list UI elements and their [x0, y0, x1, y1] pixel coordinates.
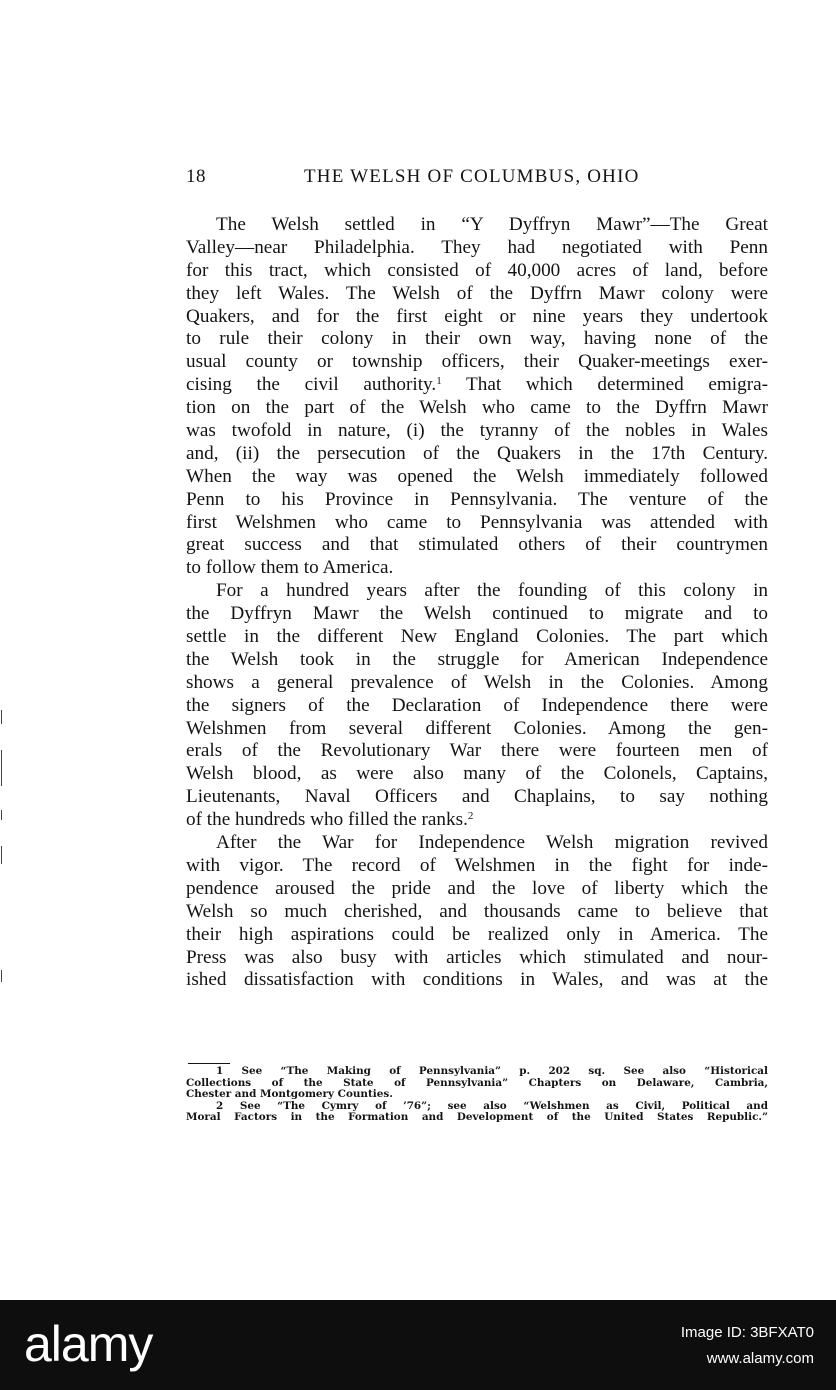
text-line: shows a general prevalence of Welsh in the Colonies. Among	[186, 671, 768, 693]
scan-mark	[1, 710, 2, 724]
text-line: Penn to his Province in Pennsylvania. The venture of the	[186, 488, 768, 510]
text-line: they left Wales. The Welsh of the Dyffrn Mawr colony were	[186, 282, 768, 304]
footnote-ref-1: 1	[436, 375, 442, 388]
text-line	[186, 809, 768, 832]
text-line: with vigor. The record of Welshmen in the fight for inde-	[186, 854, 768, 876]
text-line: Press was also busy with articles which stimulated and nour-	[186, 946, 768, 968]
text-line: After the War for Independence Welsh migration revived	[216, 832, 768, 854]
text-line: For a hundred years after the founding of this colony in	[216, 580, 768, 602]
text-line: great success and that stimulated others of their countrymen	[186, 534, 768, 556]
text-line: Quakers, and for the first eight or nine years they undertook	[186, 305, 768, 327]
text-line: usual county or township officers, their Quaker-meetings exer-	[186, 351, 768, 373]
text-line: Valley—near Philadelphia. They had negotiated with Penn	[186, 236, 768, 258]
page-header	[186, 166, 768, 196]
text-line: pendence aroused the pride and the love of liberty which the	[186, 877, 768, 899]
scan-margin-marks	[0, 710, 4, 1010]
text-span: of the hundreds who filled the ranks.	[186, 809, 468, 831]
footnote-line: 1 See “The Making of Pennsylvania” p. 202 sq. See also “Historical	[216, 1066, 768, 1077]
scan-mark	[1, 750, 2, 786]
scan-mark	[1, 810, 2, 820]
text-line: Welsh blood, as were also many of the Colonels, Captains,	[186, 763, 768, 785]
brand-logo: alamy	[24, 1316, 153, 1372]
scan-mark	[1, 846, 2, 864]
text-line: Welsh so much cherished, and thousands came to believe that	[186, 900, 768, 922]
text-line: Welshmen from several different Colonies. Among the gen-	[186, 717, 768, 739]
watermark-banner	[0, 1300, 836, 1390]
text-span: cising the civil authority.	[186, 374, 437, 396]
text-line: their high aspirations could be realized only in America. The	[186, 923, 768, 945]
footnote-line: Collections of the State of Pennsylvania” Chapters on Delaware, Cambria,	[186, 1077, 768, 1089]
text-line: tion on the part of the Welsh who came to the Dyffrn Mawr	[186, 397, 768, 419]
body-text	[186, 214, 768, 992]
text-line: to rule their colony in their own way, having none of the	[186, 328, 768, 350]
text-line: was twofold in nature, (i) the tyranny of the nobles in Wales	[186, 420, 768, 442]
running-title: THE WELSH OF COLUMBUS, OHIO	[304, 166, 640, 187]
footnote-ref-2: 2	[467, 810, 474, 823]
text-line: The Welsh settled in “Y Dyffryn Mawr”—The Great	[216, 214, 768, 235]
text-line: the signers of the Declaration of Independence there were	[186, 694, 768, 716]
text-line: for this tract, which consisted of 40,000 acres of land, before	[186, 259, 768, 281]
text-line	[186, 374, 768, 397]
footnotes	[186, 1066, 768, 1124]
footnote-line: Chester and Montgomery Counties.	[186, 1089, 393, 1100]
text-line: first Welshmen who came to Pennsylvania was attended with	[186, 511, 768, 533]
text-line: Lieutenants, Naval Officers and Chaplains, to say nothing	[186, 786, 768, 808]
text-line: settle in the different New England Colonies. The part which	[186, 626, 768, 648]
text-line: the Welsh took in the struggle for American Independence	[186, 648, 768, 670]
scan-mark	[1, 970, 2, 982]
text-line: erals of the Revolutionary War there were fourteen men of	[186, 740, 768, 762]
text-line: to follow them to America.	[186, 557, 394, 579]
text-line: and, (ii) the persecution of the Quakers in the 17th Century.	[186, 442, 768, 464]
page-number: 18	[186, 166, 206, 187]
footnote-line: Moral Factors in the Formation and Development of the United States Republic.”	[186, 1112, 768, 1123]
footnote-divider	[188, 1063, 230, 1064]
text-line: the Dyffryn Mawr the Welsh continued to migrate and to	[186, 603, 768, 625]
footnote-line: 2 See “The Cymry of ’76”; see also “Welshmen as Civil, Political and	[216, 1100, 768, 1112]
site-url: www.alamy.com	[706, 1350, 814, 1367]
text-line: When the way was opened the Welsh immediately followed	[186, 465, 768, 487]
image-id: Image ID: 3BFXAT0	[680, 1324, 814, 1341]
text-line: ished dissatisfaction with conditions in Wales, and was at the	[186, 969, 768, 991]
text-span: That which determined emigra-	[441, 374, 768, 396]
